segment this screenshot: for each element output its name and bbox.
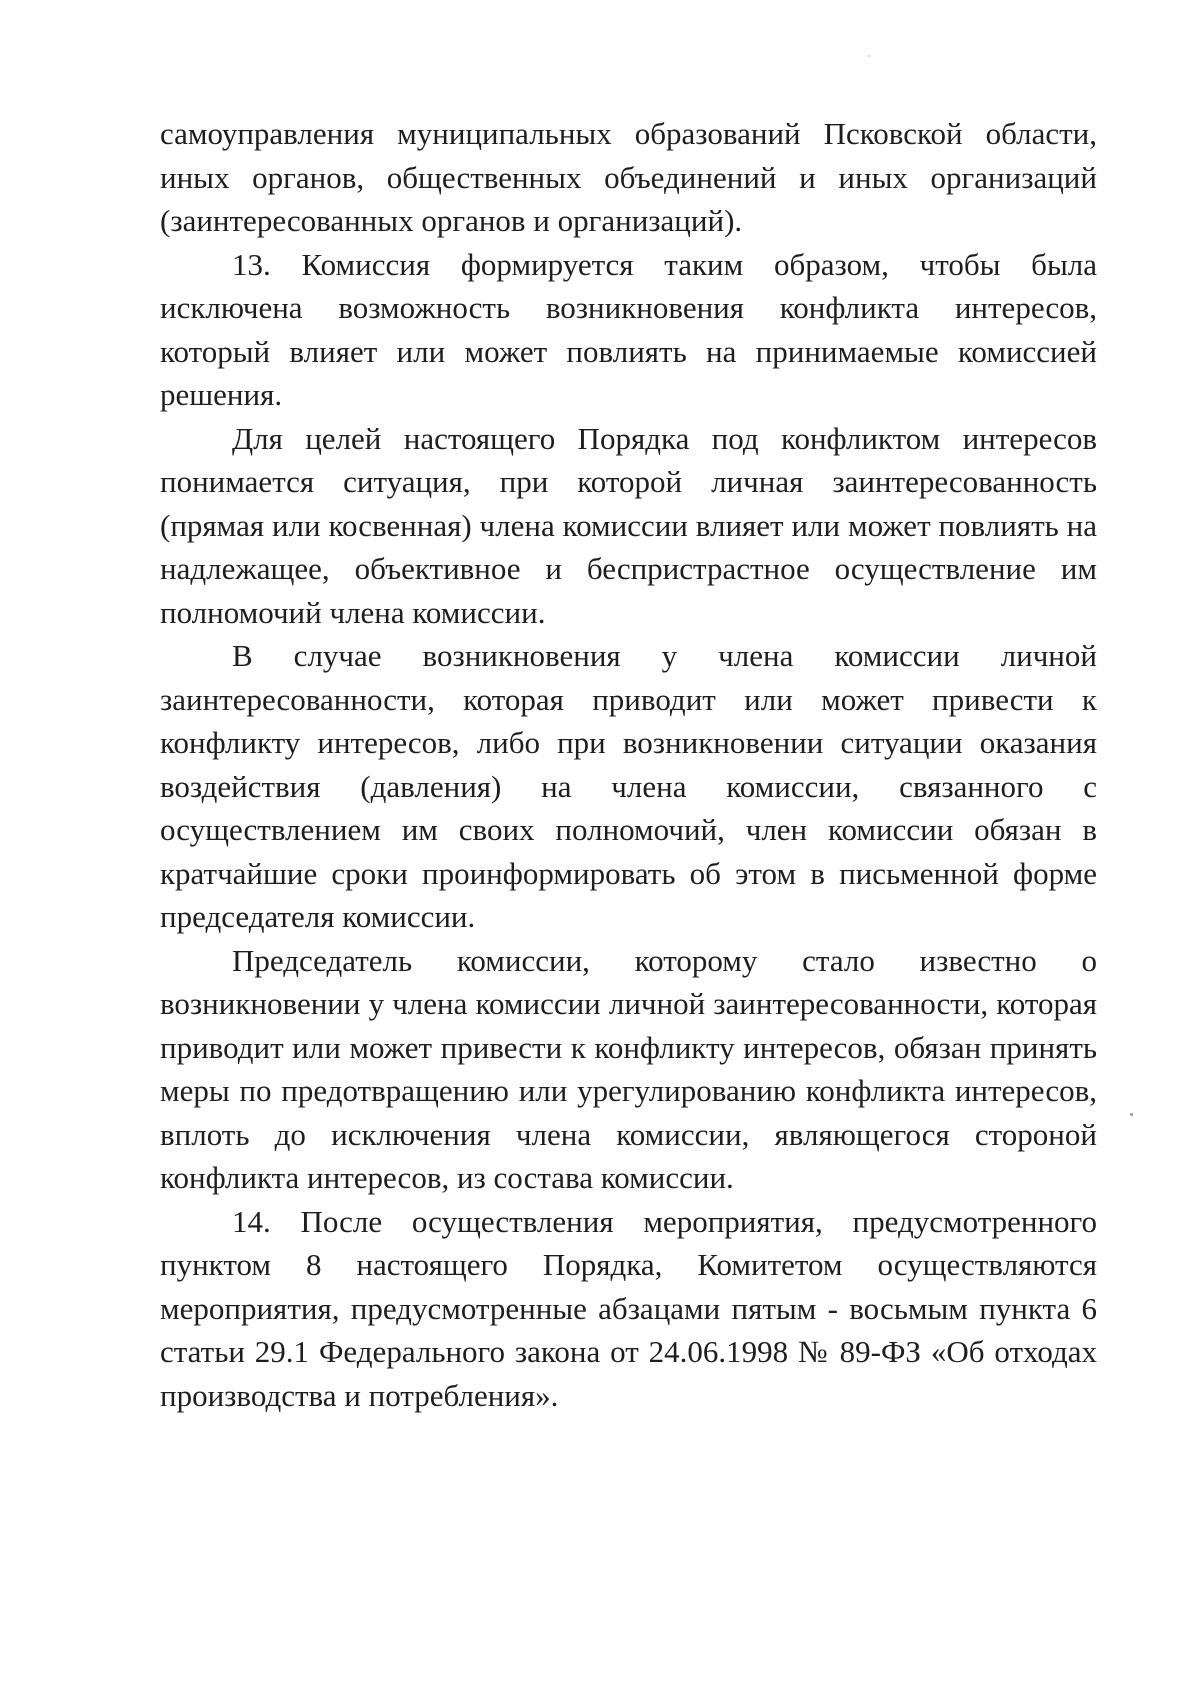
scan-speck bbox=[1130, 1113, 1133, 1116]
document-body bbox=[160, 112, 1097, 1417]
paragraph-chairman-measures: Председатель комиссии, которому стало известно о возникновении у члена комиссии личной заинтересованности, которая приводит или может привести к конфликту интересов, обязан принять меры по предотвращению или урегулированию конфликта интересов, вплоть до исключения члена комиссии, являющегося стороной конфликта интересов, из состава комиссии. bbox=[160, 942, 1097, 1195]
paragraph-continuation: самоуправления муниципальных образований Псковской области, иных органов, общественных объединений и иных организаций (заинтересованных органов и организаций). bbox=[160, 116, 1097, 238]
paragraph-item-13: 13. Комиссия формируется таким образом, чтобы была исключена возможность возникновения конфликта интересов, который влияет или может повлиять на принимаемые комиссией решения. bbox=[160, 246, 1097, 412]
paragraph-item-14: 14. После осуществления мероприятия, предусмотренного пунктом 8 настоящего Порядка, Комитетом осуществляются мероприятия, предусмотренные абзацами пятым - восьмым пункта 6 статьи 29.1 Федерального закона от 24.06.1998 № 89-ФЗ «Об отходах производства и потребления». bbox=[160, 1203, 1097, 1413]
paragraph-conflict-definition: Для целей настоящего Порядка под конфликтом интересов понимается ситуация, при которой личная заинтересованность (прямая или косвенная) члена комиссии влияет или может повлиять на надлежащее, объективное и беспристрастное осуществление им полномочий члена комиссии. bbox=[160, 420, 1097, 630]
scan-speck bbox=[868, 55, 870, 57]
paragraph-member-obligation: В случае возникновения у члена комиссии личной заинтересованности, которая приводит или может привести к конфликту интересов, либо при возникновении ситуации оказания воздействия (давления) на члена комиссии, связанного с осуществлением им своих полномочий, член комиссии обязан в кратчайшие сроки проинформировать об этом в письменной форме председателя комиссии. bbox=[160, 638, 1097, 934]
